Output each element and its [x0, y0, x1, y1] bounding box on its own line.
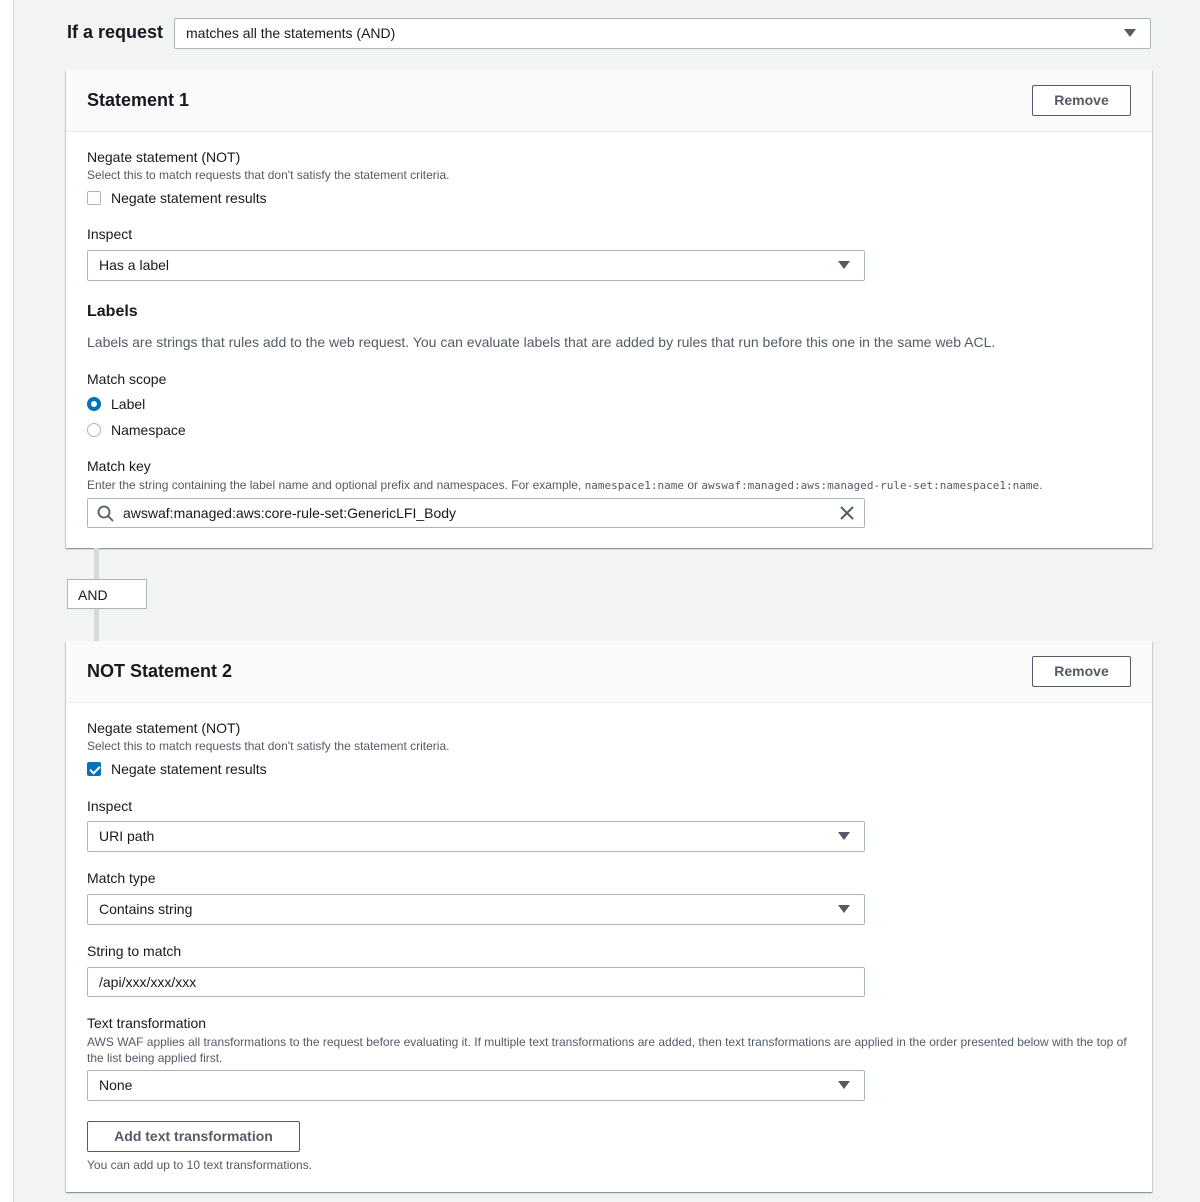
string-to-match-input[interactable]	[87, 967, 865, 997]
match-key-input[interactable]	[87, 498, 865, 528]
inspect-select[interactable]	[87, 821, 865, 852]
negate-description: Select this to match requests that don't satisfy the statement criteria.	[87, 739, 450, 753]
connector-line-bottom	[94, 609, 99, 641]
match-type-select[interactable]	[87, 894, 865, 925]
scope-radio-label[interactable]	[87, 397, 101, 411]
statement-1-title: Statement 1	[87, 90, 190, 110]
text-transformation-select[interactable]	[87, 1070, 865, 1101]
match-key-value: awswaf:managed:aws:core-rule-set:GenericLFI_Body	[123, 505, 457, 521]
remove-statement-2-button[interactable]: Remove	[1032, 656, 1131, 687]
text-transformation-description: AWS WAF applies all transformations to the request before evaluating it. If multiple text transformations are added, then text transformations are applied in the order presented below with the top of the list being applied first.	[87, 1035, 1127, 1065]
negate-title: Negate statement (NOT)	[87, 720, 241, 736]
scope-radio-namespace[interactable]	[87, 423, 101, 437]
request-label: If a request	[67, 22, 164, 42]
statement-2-header	[66, 641, 1152, 703]
statement-1-card	[66, 70, 1152, 548]
chevron-down-icon	[838, 261, 850, 269]
labels-title: Labels	[87, 303, 138, 320]
match-key-example-2: awswaf:managed:aws:managed-rule-set:namespace1:name	[701, 479, 1040, 492]
inspect-label: Inspect	[87, 226, 133, 242]
add-text-transformation-button[interactable]: Add text transformation	[87, 1121, 300, 1152]
request-condition-value: matches all the statements (AND)	[186, 25, 396, 41]
statement-2-card	[66, 641, 1152, 1192]
request-condition-row	[67, 18, 1151, 49]
scope-option-namespace[interactable]: Namespace	[111, 422, 186, 438]
add-transformation-hint: You can add up to 10 text transformations.	[87, 1158, 313, 1172]
match-key-desc-prefix: Enter the string containing the label name and optional prefix and namespaces. For example,	[87, 478, 585, 492]
match-key-example-1: namespace1:name	[584, 479, 684, 492]
inspect-label: Inspect	[87, 798, 133, 814]
and-label: AND	[78, 587, 108, 603]
negate-checkbox[interactable]	[87, 191, 101, 205]
match-key-desc-or: or	[683, 478, 702, 492]
match-key-description	[87, 478, 1042, 492]
chevron-down-icon	[838, 905, 850, 913]
close-icon[interactable]	[840, 506, 854, 520]
match-scope-label: Match scope	[87, 371, 167, 387]
statement-1-header	[66, 70, 1152, 132]
remove-statement-1-button[interactable]: Remove	[1032, 85, 1131, 116]
string-to-match-label: String to match	[87, 943, 182, 959]
match-key-desc-suffix: .	[1039, 478, 1043, 492]
text-transformation-value: None	[99, 1077, 133, 1093]
negate-checkbox-label[interactable]: Negate statement results	[111, 761, 267, 777]
inspect-select[interactable]	[87, 250, 865, 281]
match-type-value: Contains string	[99, 901, 193, 917]
string-to-match-value: /api/xxx/xxx/xxx	[99, 974, 197, 990]
inspect-value: URI path	[99, 828, 155, 844]
match-type-label: Match type	[87, 870, 156, 886]
negate-description: Select this to match requests that don't satisfy the statement criteria.	[87, 168, 450, 182]
connector-line-top	[94, 548, 99, 579]
chevron-down-icon	[838, 832, 850, 840]
left-gutter	[0, 0, 14, 1202]
text-transformation-label: Text transformation	[87, 1015, 207, 1031]
inspect-value: Has a label	[99, 257, 170, 273]
and-connector	[67, 579, 147, 609]
labels-description: Labels are strings that rules add to the web request. You can evaluate labels that are added by rules that run before this one in the same web ACL.	[87, 334, 996, 350]
match-key-label: Match key	[87, 458, 151, 474]
negate-title: Negate statement (NOT)	[87, 149, 241, 165]
search-icon	[97, 505, 114, 522]
request-condition-select[interactable]	[174, 18, 1151, 49]
negate-checkbox-label[interactable]: Negate statement results	[111, 190, 267, 206]
statement-2-title: NOT Statement 2	[87, 661, 233, 681]
chevron-down-icon	[838, 1081, 850, 1089]
chevron-down-icon	[1124, 29, 1136, 37]
scope-option-label[interactable]: Label	[111, 396, 146, 412]
negate-checkbox[interactable]	[87, 762, 101, 776]
